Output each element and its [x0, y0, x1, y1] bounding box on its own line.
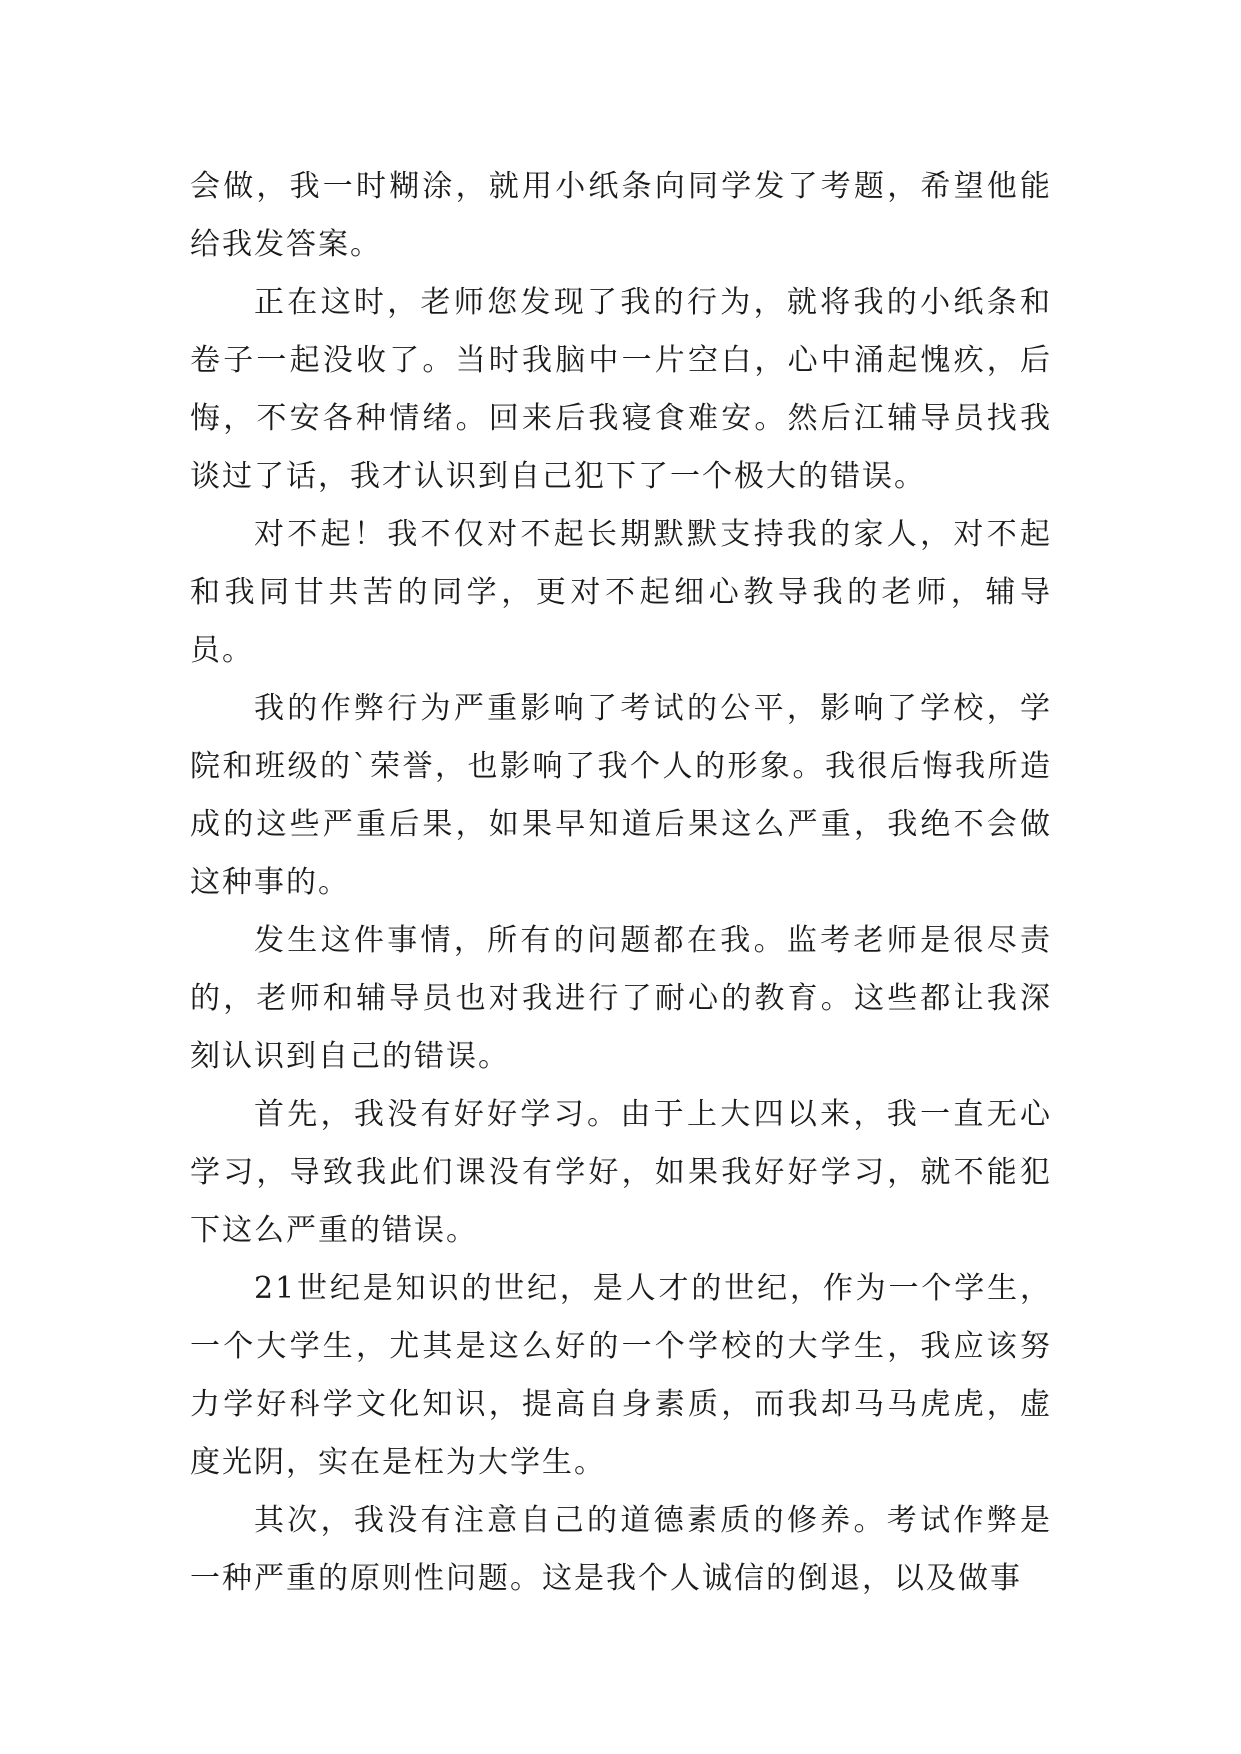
paragraph-1: 会做，我一时糊涂，就用小纸条向同学发了考题，希望他能给我发答案。 — [190, 169, 1052, 262]
paragraph-2: 正在这时，老师您发现了我的行为，就将我的小纸条和卷子一起没收了。当时我脑中一片空白，心中涌起愧疚，后悔，不安各种情绪。回来后我寝食难安。然后江辅导员找我谈过了话，我才认识到自己犯下了一个极大的错误。 — [190, 285, 1052, 494]
paragraph-8: 其次，我没有注意自己的道德素质的修养。考试作弊是一种严重的原则性问题。这是我个人诚信的倒退，以及做事 — [190, 1503, 1052, 1596]
paragraph-7: 21世纪是知识的世纪，是人才的世纪，作为一个学生，一个大学生，尤其是这么好的一个学校的大学生，我应该努力学好科学文化知识，提高自身素质，而我却马马虎虎，虚度光阴，实在是枉为大学生。 — [190, 1271, 1052, 1480]
paragraph-6: 首先，我没有好好学习。由于上大四以来，我一直无心学习，导致我此们课没有学好，如果我好好学习，就不能犯下这么严重的错误。 — [190, 1097, 1052, 1248]
paragraph-3: 对不起！我不仅对不起长期默默支持我的家人，对不起和我同甘共苦的同学，更对不起细心教导我的老师，辅导员。 — [190, 517, 1052, 668]
paragraph-5: 发生这件事情，所有的问题都在我。监考老师是很尽责的，老师和辅导员也对我进行了耐心的教育。这些都让我深刻认识到自己的错误。 — [190, 923, 1052, 1074]
paragraph-4: 我的作弊行为严重影响了考试的公平，影响了学校，学院和班级的`荣誉，也影响了我个人的形象。我很后悔我所造成的这些严重后果，如果早知道后果这么严重，我绝不会做这种事的。 — [190, 691, 1052, 900]
document-body — [190, 158, 1052, 1608]
